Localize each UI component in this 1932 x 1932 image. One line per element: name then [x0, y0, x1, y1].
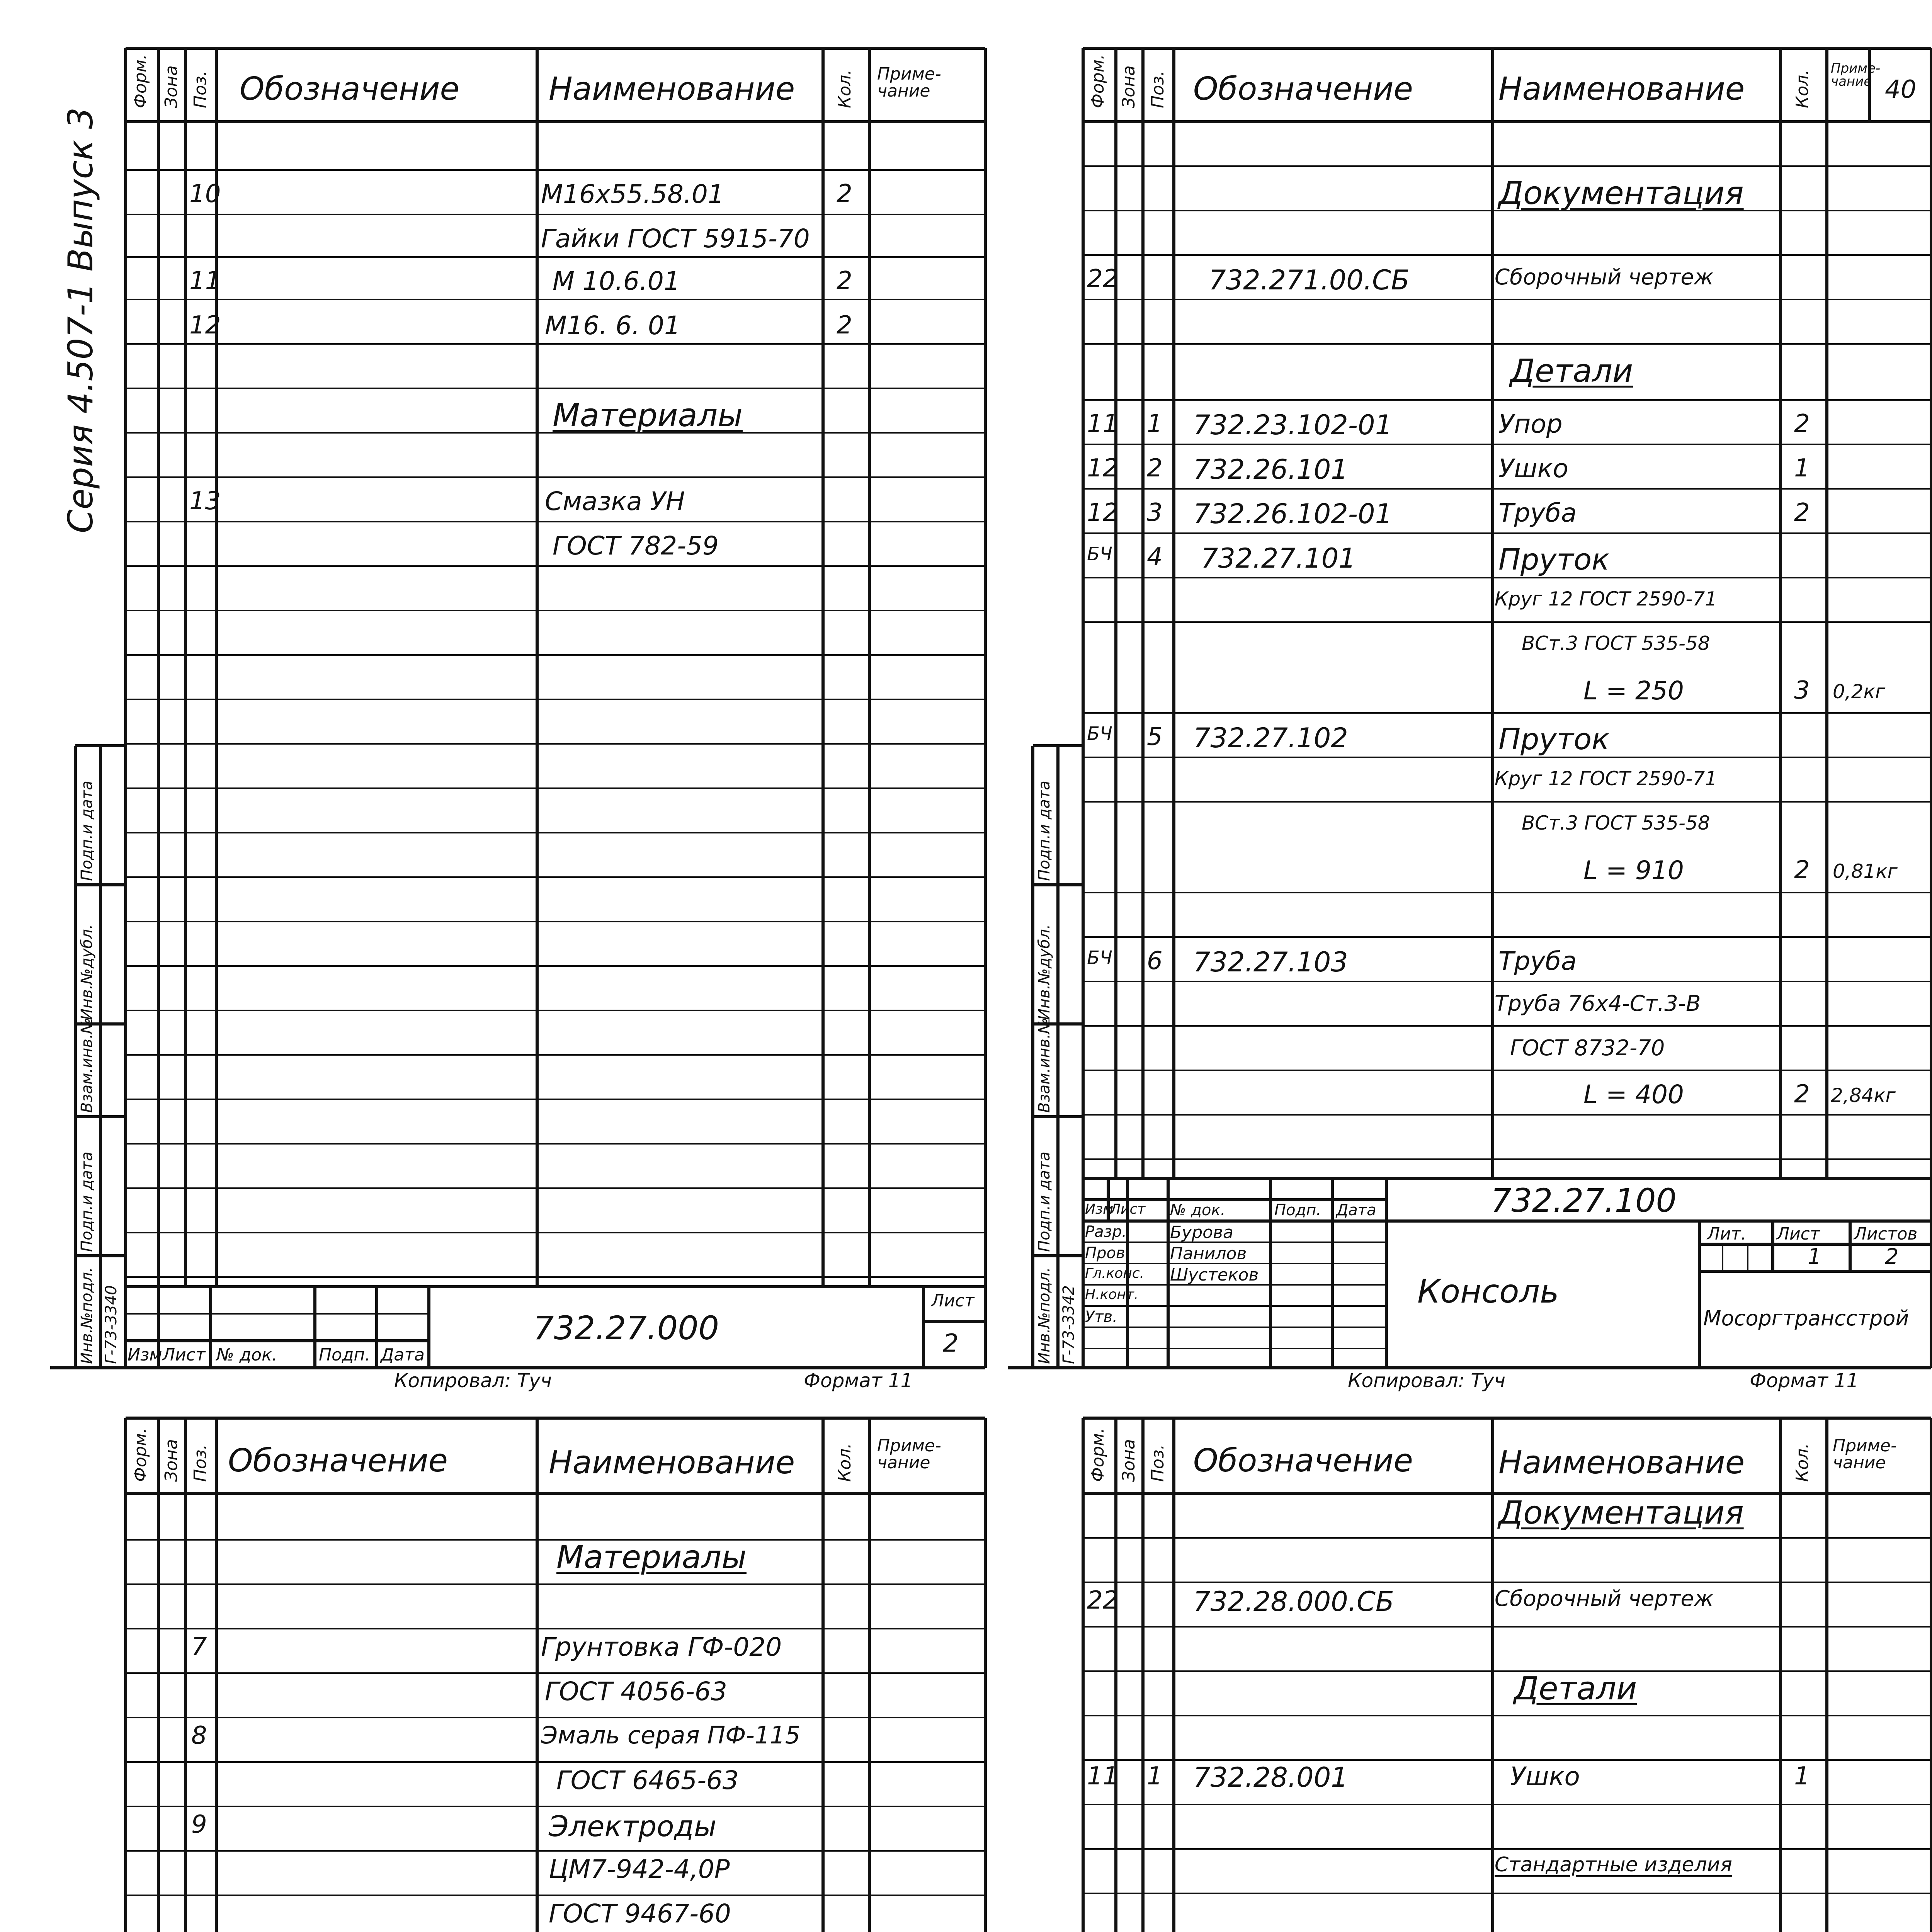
row-note: 0,2кг	[1833, 680, 1885, 703]
spec-sheet-top-right	[992, 0, 1932, 1392]
inventory-number: Г-73-3342	[1060, 1285, 1078, 1364]
header-name: Наименование	[549, 1444, 795, 1481]
organization: Мосоргтрансстрой	[1703, 1306, 1909, 1330]
row-position: 1	[1147, 410, 1163, 438]
header-designation: Обозначение	[1193, 71, 1413, 107]
row-name: ГОСТ 4056-63	[545, 1677, 727, 1706]
row-quantity: 1	[1794, 1762, 1810, 1791]
role-developer: Разр.	[1085, 1223, 1127, 1241]
section-heading: Документация	[1498, 1495, 1744, 1531]
row-name: ЦМ7-942-4,0Р	[549, 1854, 730, 1884]
spec-sheet-bottom-left	[0, 1387, 993, 1932]
footer-sheet: Лист	[162, 1345, 206, 1365]
side-label-replace-inv: Взам.инв.№	[78, 1017, 96, 1113]
row-name: ВСт.3 ГОСТ 535-58	[1522, 812, 1710, 834]
sheet-number: 2	[943, 1329, 959, 1358]
row-name: Круг 12 ГОСТ 2590-71	[1495, 588, 1717, 610]
row-designation: 732.27.103	[1193, 946, 1348, 978]
row-name: Сборочный чертеж	[1495, 1586, 1714, 1611]
sheet-count: 2	[1885, 1244, 1899, 1269]
row-name: Труба 76х4-Ст.3-В	[1495, 991, 1701, 1016]
row-format: 12	[1087, 454, 1119, 483]
row-name: L = 250	[1583, 676, 1684, 706]
side-label-inv: Инв.№подл.	[1036, 1267, 1053, 1364]
row-name: Электроды	[549, 1810, 717, 1843]
letter-label: Лит.	[1707, 1224, 1747, 1244]
row-position: 3	[1147, 498, 1163, 527]
spec-sheet-bottom-right	[992, 1387, 1932, 1932]
document-code: 732.27.000	[533, 1309, 719, 1347]
footer-doc-number: № док.	[216, 1345, 277, 1365]
row-quantity: 3	[1794, 676, 1810, 705]
footer-change: Изм	[1085, 1201, 1114, 1217]
copied-by: Копировал: Туч	[394, 1369, 552, 1392]
sheet-top-number: 40	[1885, 75, 1917, 104]
footer-sign: Подп.	[1274, 1201, 1321, 1219]
header-note: Приме-чание	[877, 1436, 941, 1473]
header-quantity: Кол.	[835, 1443, 855, 1482]
side-label-dup-inv: Инв.№дубл.	[78, 924, 96, 1020]
role-checker: Пров.	[1085, 1244, 1130, 1262]
section-heading: Материалы	[556, 1539, 747, 1576]
row-designation: 732.26.101	[1193, 454, 1348, 485]
row-name: Эмаль серая ПФ-115	[541, 1721, 801, 1749]
footer-change: Изм	[128, 1345, 162, 1365]
header-note: Приме-чание	[1831, 61, 1881, 89]
row-name: Грунтовка ГФ-020	[541, 1632, 782, 1662]
row-name: Круг 12 ГОСТ 2590-71	[1495, 767, 1717, 790]
footer-date: Дата	[381, 1345, 425, 1365]
row-name: ГОСТ 6465-63	[556, 1765, 739, 1795]
row-designation: 732.27.101	[1201, 543, 1356, 574]
row-format: 11	[1087, 1762, 1119, 1791]
row-name: L = 910	[1583, 855, 1684, 885]
row-name: Ушко	[1510, 1762, 1580, 1791]
row-format: БЧ	[1087, 543, 1112, 565]
row-name: Ушко	[1498, 454, 1568, 483]
row-note: 2,84кг	[1831, 1084, 1896, 1107]
inventory-number: Г-73-3340	[102, 1285, 120, 1364]
header-note: Приме-чание	[1833, 1436, 1897, 1473]
row-position: 8	[191, 1721, 207, 1750]
section-heading: Материалы	[553, 397, 743, 434]
row-name: М16. 6. 01	[545, 311, 680, 340]
row-name: Труба	[1498, 946, 1577, 976]
row-name: Труба	[1498, 498, 1577, 528]
header-designation: Обозначение	[228, 1442, 448, 1479]
row-name: Упор	[1498, 409, 1563, 439]
header-format: Форм.	[1088, 1428, 1108, 1482]
row-position: 7	[191, 1633, 207, 1661]
sheet-number: 1	[1808, 1244, 1821, 1269]
row-quantity: 1	[1794, 454, 1810, 483]
row-position: 6	[1147, 947, 1163, 975]
row-designation: 732.271.00.СБ	[1209, 264, 1410, 296]
row-position: 12	[189, 311, 221, 340]
row-format: 11	[1087, 410, 1119, 438]
row-name: Сборочный чертеж	[1495, 265, 1714, 290]
row-format: 22	[1087, 265, 1119, 293]
header-position: Поз.	[190, 70, 210, 108]
row-name: Гайки ГОСТ 5915-70	[541, 224, 810, 253]
side-label-sign-date: Подп.и дата	[78, 1151, 96, 1252]
document-code: 732.27.100	[1491, 1182, 1677, 1219]
header-format: Форм.	[1088, 54, 1108, 108]
header-zone: Зона	[1119, 1439, 1139, 1482]
sheet-label: Лист	[931, 1291, 975, 1311]
row-format: 22	[1087, 1586, 1119, 1615]
row-name: ВСт.3 ГОСТ 535-58	[1522, 632, 1710, 655]
footer-sheet: Лист	[1110, 1201, 1146, 1217]
row-name: L = 400	[1583, 1080, 1684, 1109]
row-name: Пруток	[1498, 722, 1610, 756]
format-label: Формат 11	[804, 1369, 913, 1392]
side-label-sign-date-2: Подп.и дата	[1036, 781, 1053, 881]
checker-name: Панилов	[1170, 1244, 1247, 1264]
row-name: Пруток	[1498, 542, 1610, 577]
row-name: М16х55.58.01	[541, 179, 724, 209]
header-zone: Зона	[1119, 65, 1139, 108]
row-position: 9	[191, 1810, 207, 1839]
header-zone: Зона	[162, 65, 181, 108]
footer-sign: Подп.	[319, 1345, 371, 1365]
header-quantity: Кол.	[1793, 69, 1812, 108]
role-approver: Утв.	[1085, 1308, 1117, 1326]
row-name: М 10.6.01	[553, 266, 680, 296]
spec-sheet-top-left	[0, 0, 993, 1392]
row-note: 0,81кг	[1833, 860, 1898, 883]
row-position: 2	[1147, 454, 1163, 483]
row-position: 10	[189, 180, 221, 208]
role-norm-control: Н.конт.	[1085, 1287, 1139, 1303]
header-format: Форм.	[131, 54, 150, 108]
sheet-label: Лист	[1777, 1224, 1820, 1244]
row-name: ГОСТ 8732-70	[1510, 1036, 1665, 1061]
header-zone: Зона	[162, 1439, 181, 1482]
row-name: ГОСТ 782-59	[553, 531, 719, 561]
footer-doc-number: № док.	[1170, 1201, 1226, 1219]
copied-by: Копировал: Туч	[1348, 1369, 1506, 1392]
row-format: БЧ	[1087, 723, 1112, 745]
header-position: Поз.	[1148, 1444, 1168, 1482]
section-heading: Детали	[1510, 353, 1633, 389]
side-label-sign-date: Подп.и дата	[1036, 1151, 1053, 1252]
row-designation: 732.26.102-01	[1193, 498, 1393, 530]
row-quantity: 2	[1794, 856, 1810, 884]
header-name: Наименование	[1498, 71, 1745, 107]
row-quantity: 2	[1794, 498, 1810, 527]
row-format: 12	[1087, 498, 1119, 527]
row-position: 5	[1147, 723, 1163, 751]
side-label-sign-date-2: Подп.и дата	[78, 781, 96, 881]
side-label-replace-inv: Взам.инв.№	[1036, 1017, 1053, 1113]
row-designation: 732.28.001	[1193, 1762, 1348, 1793]
header-position: Поз.	[190, 1444, 210, 1482]
row-designation: 732.28.000.СБ	[1193, 1586, 1394, 1617]
row-quantity: 2	[1794, 410, 1810, 438]
header-note: Приме-чание	[877, 64, 941, 101]
row-format: БЧ	[1087, 947, 1112, 969]
section-heading: Детали	[1514, 1670, 1637, 1707]
row-position: 11	[189, 267, 221, 295]
row-name: Смазка УН	[545, 486, 685, 516]
row-position: 4	[1147, 543, 1163, 571]
row-quantity: 2	[837, 267, 852, 295]
row-position: 13	[189, 487, 221, 515]
side-label-dup-inv: Инв.№дубл.	[1036, 924, 1053, 1020]
header-designation: Обозначение	[1193, 1442, 1413, 1479]
side-label-inv: Инв.№подл.	[78, 1267, 96, 1364]
developer-name: Бурова	[1170, 1223, 1233, 1242]
series-label: Серия 4.507-1 Выпуск 3	[61, 107, 100, 533]
section-heading: Стандартные изделия	[1495, 1853, 1732, 1876]
row-name: ГОСТ 9467-60	[549, 1899, 731, 1929]
footer-date: Дата	[1336, 1201, 1376, 1219]
header-position: Поз.	[1148, 70, 1168, 108]
role-chief-designer: Гл.конс.	[1085, 1265, 1145, 1281]
header-quantity: Кол.	[835, 69, 855, 108]
sheets-label: Листов	[1854, 1224, 1918, 1244]
section-heading: Документация	[1498, 175, 1744, 212]
document-title: Консоль	[1417, 1272, 1559, 1310]
row-quantity: 2	[837, 180, 852, 208]
row-designation: 732.23.102-01	[1193, 409, 1393, 441]
header-name: Наименование	[549, 71, 795, 107]
header-name: Наименование	[1498, 1444, 1745, 1481]
sheet-frame	[992, 0, 1932, 1387]
row-quantity: 2	[837, 311, 852, 340]
row-designation: 732.27.102	[1193, 722, 1348, 754]
row-position: 1	[1147, 1762, 1163, 1791]
header-quantity: Кол.	[1793, 1443, 1812, 1482]
row-quantity: 2	[1794, 1080, 1810, 1109]
header-format: Форм.	[131, 1428, 150, 1482]
header-designation: Обозначение	[240, 71, 459, 107]
format-label: Формат 11	[1750, 1369, 1859, 1392]
chief-designer-name: Шустеков	[1170, 1265, 1259, 1285]
